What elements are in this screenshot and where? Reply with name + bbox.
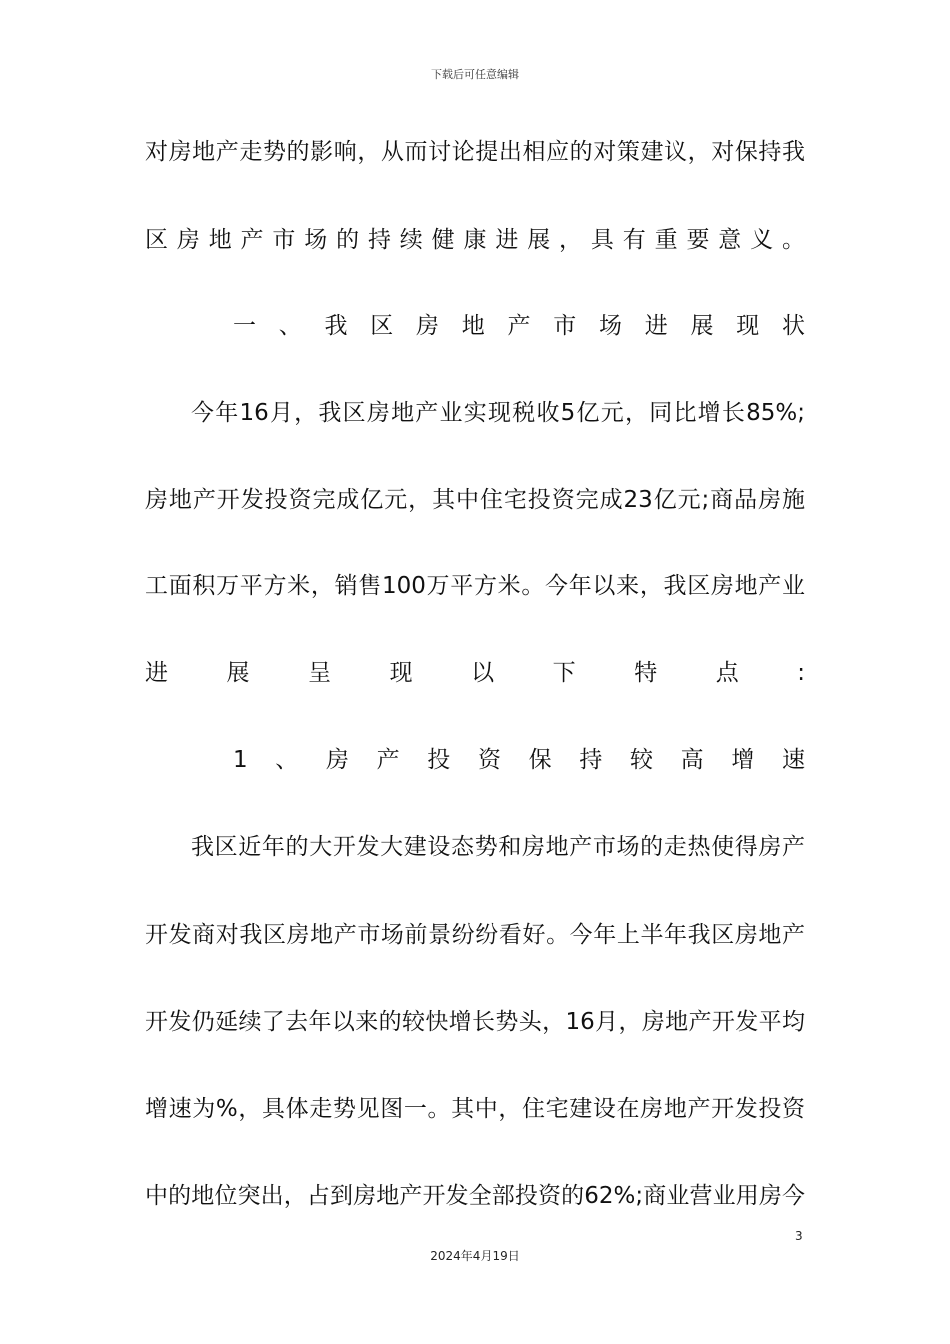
- paragraph-line: 开发商对我区房地产市场前景纷纷看好。今年上半年我区房地产: [145, 922, 805, 948]
- paragraph-line: 房地产开发投资完成亿元，其中住宅投资完成23亿元;商品房施: [145, 487, 805, 513]
- paragraph-line: 对房地产走势的影响，从而讨论提出相应的对策建议，对保持我: [145, 139, 805, 165]
- paragraph-line: 进展呈现以下特点:: [145, 660, 805, 686]
- page-header: 下载后可任意编辑: [431, 68, 519, 81]
- paragraph-line: 区房地产市场的持续健康进展，具有重要意义。: [145, 227, 805, 253]
- page-footer-date: 2024年4月19日: [430, 1249, 520, 1263]
- paragraph-line: 我区近年的大开发大建设态势和房地产市场的走热使得房产: [191, 834, 805, 860]
- paragraph-line: 中的地位突出，占到房地产开发全部投资的62%;商业营业用房今: [145, 1183, 805, 1209]
- subsection-heading: 1、房产投资保持较高增速: [233, 747, 805, 773]
- paragraph-line: 开发仍延续了去年以来的较快增长势头，16月，房地产开发平均: [145, 1009, 805, 1035]
- section-heading: 一、我区房地产市场进展现状: [233, 313, 805, 339]
- paragraph-line: 今年16月，我区房地产业实现税收5亿元，同比增长85%;: [191, 400, 805, 426]
- page-number: 3: [795, 1229, 803, 1243]
- paragraph-line: 工面积万平方米，销售100万平方米。今年以来，我区房地产业: [145, 573, 805, 599]
- paragraph-line: 增速为%，具体走势见图一。其中，住宅建设在房地产开发投资: [145, 1096, 805, 1122]
